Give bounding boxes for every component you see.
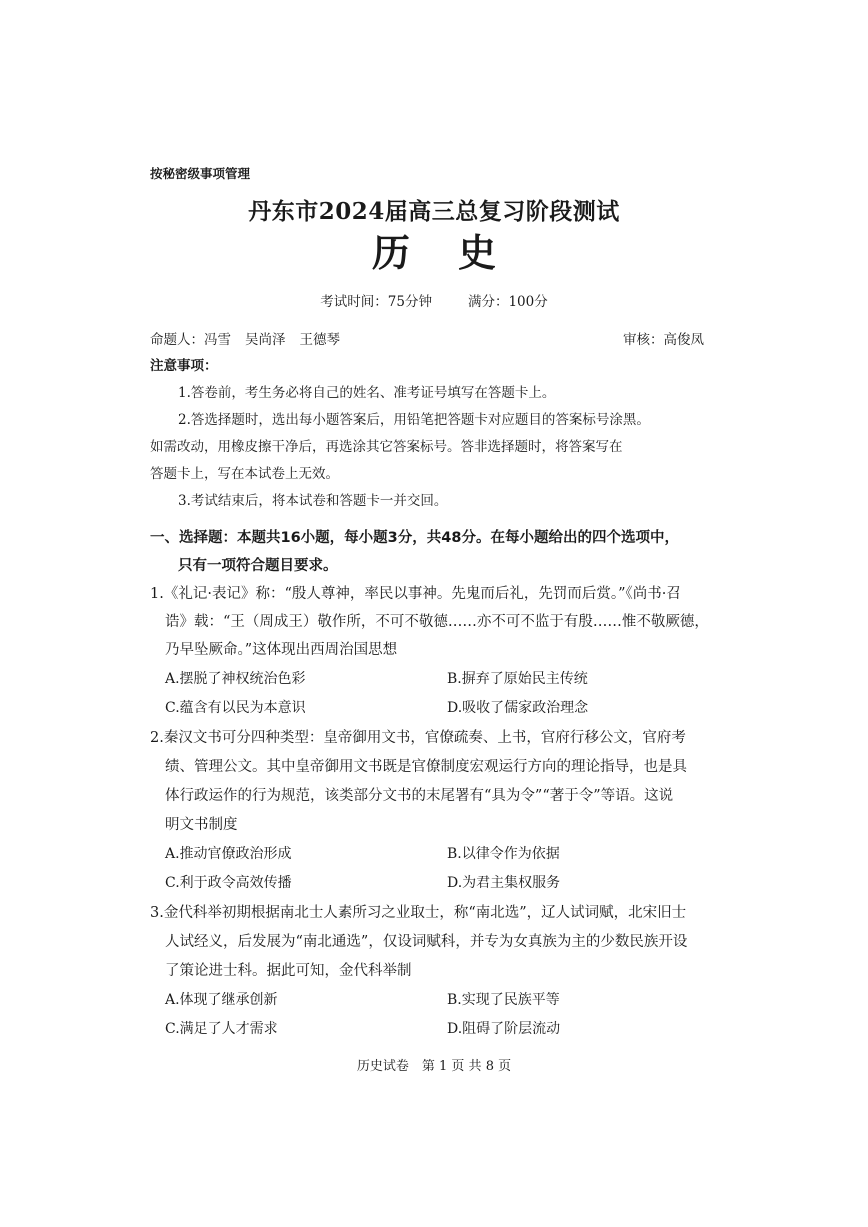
question-2-option-c: C.利于政令高效传播 bbox=[165, 875, 292, 891]
question-1-option-d: D.吸收了儒家政治理念 bbox=[447, 700, 589, 716]
authors-line bbox=[150, 328, 340, 348]
question-1-line: 乃早坠厥命。”这体现出西周治国思想 bbox=[165, 642, 398, 658]
question-3-option-d: D.阻碍了阶层流动 bbox=[447, 1021, 561, 1037]
question-1-line: 1.《礼记·表记》称：“殷人尊神，率民以事神。先鬼而后礼，先罚而后赏。”《尚书·召 bbox=[150, 586, 681, 602]
notice-line: 如需改动，用橡皮擦干净后，再选涂其它答案标号。答非选择题时，将答案写在 bbox=[150, 439, 623, 455]
question-1-line: 诰》载：“王（周成王）敬作所，不可不敬德……亦不可不监于有殷……惟不敬厥德， bbox=[165, 614, 709, 630]
notice-line: 1.答卷前，考生务必将自己的姓名、准考证号填写在答题卡上。 bbox=[178, 385, 556, 401]
question-2-option-b: B.以律令作为依据 bbox=[447, 846, 560, 862]
subject-char-2: 史 bbox=[458, 230, 497, 275]
question-3-option-c: C.满足了人才需求 bbox=[165, 1021, 278, 1037]
author-3: 王德琴 bbox=[299, 332, 340, 348]
full-score: 满分：100分 bbox=[467, 294, 548, 310]
notice-line: 答题卡上，写在本试卷上无效。 bbox=[150, 466, 339, 482]
question-3-line: 了策论进士科。据此可知，金代科举制 bbox=[165, 963, 412, 979]
subject-char-1: 历 bbox=[371, 230, 410, 275]
section-heading-line2: 只有一项符合题目要求。 bbox=[178, 558, 338, 574]
question-3-option-a: A.体现了继承创新 bbox=[165, 992, 278, 1008]
notice-line: 2.答选择题时，选出每小题答案后，用铅笔把答题卡对应题目的答案标号涂黑。 bbox=[178, 412, 650, 428]
section-heading-line1: 一、选择题：本题共16小题，每小题3分，共48分。在每小题给出的四个选项中， bbox=[150, 530, 679, 546]
question-3-line: 人试经义，后发展为“南北通选”，仅设词赋科，并专为女真族为主的少数民族开设 bbox=[165, 934, 688, 950]
question-2-line: 体行政运作的行为规范，该类部分文书的末尾署有“具为令”“著于令”等语。这说 bbox=[165, 788, 674, 804]
notice-heading: 注意事项： bbox=[150, 358, 218, 374]
question-3-line: 3.金代科举初期根据南北士人素所习之业取士，称“南北选”，辽人试词赋，北宋旧士 bbox=[150, 905, 687, 921]
secret-level-label: 按秘密级事项管理 bbox=[150, 166, 251, 181]
question-1-option-b: B.摒弃了原始民主传统 bbox=[447, 671, 588, 687]
question-2-option-d: D.为君主集权服务 bbox=[447, 875, 561, 891]
exam-title: 丹东市2024届高三总复习阶段测试 bbox=[248, 198, 620, 225]
notice-line: 3.考试结束后，将本试卷和答题卡一并交回。 bbox=[178, 493, 448, 509]
question-2-line: 绩、管理公文。其中皇帝御用文书既是官僚制度宏观运行方向的理论指导，也是具 bbox=[165, 759, 687, 775]
exam-time: 考试时间：75分钟 bbox=[320, 294, 432, 310]
exam-info bbox=[0, 290, 868, 310]
author-2: 吴尚泽 bbox=[245, 332, 286, 348]
question-3-option-b: B.实现了民族平等 bbox=[447, 992, 560, 1008]
question-2-line: 2.秦汉文书可分四种类型：皇帝御用文书，官僚疏奏、上书，官府行移公文，官府考 bbox=[150, 730, 686, 746]
question-2-line: 明文书制度 bbox=[165, 817, 238, 833]
author-1: 命题人：冯雪 bbox=[150, 332, 231, 348]
question-1-option-c: C.蕴含有以民为本意识 bbox=[165, 700, 306, 716]
subject-title bbox=[0, 222, 868, 277]
question-2-option-a: A.推动官僚政治形成 bbox=[165, 846, 292, 862]
question-1-option-a: A.摆脱了神权统治色彩 bbox=[165, 671, 306, 687]
reviewer: 审核：高俊凤 bbox=[623, 332, 704, 348]
page-footer: 历史试卷 第 1 页 共 8 页 bbox=[356, 1059, 512, 1074]
